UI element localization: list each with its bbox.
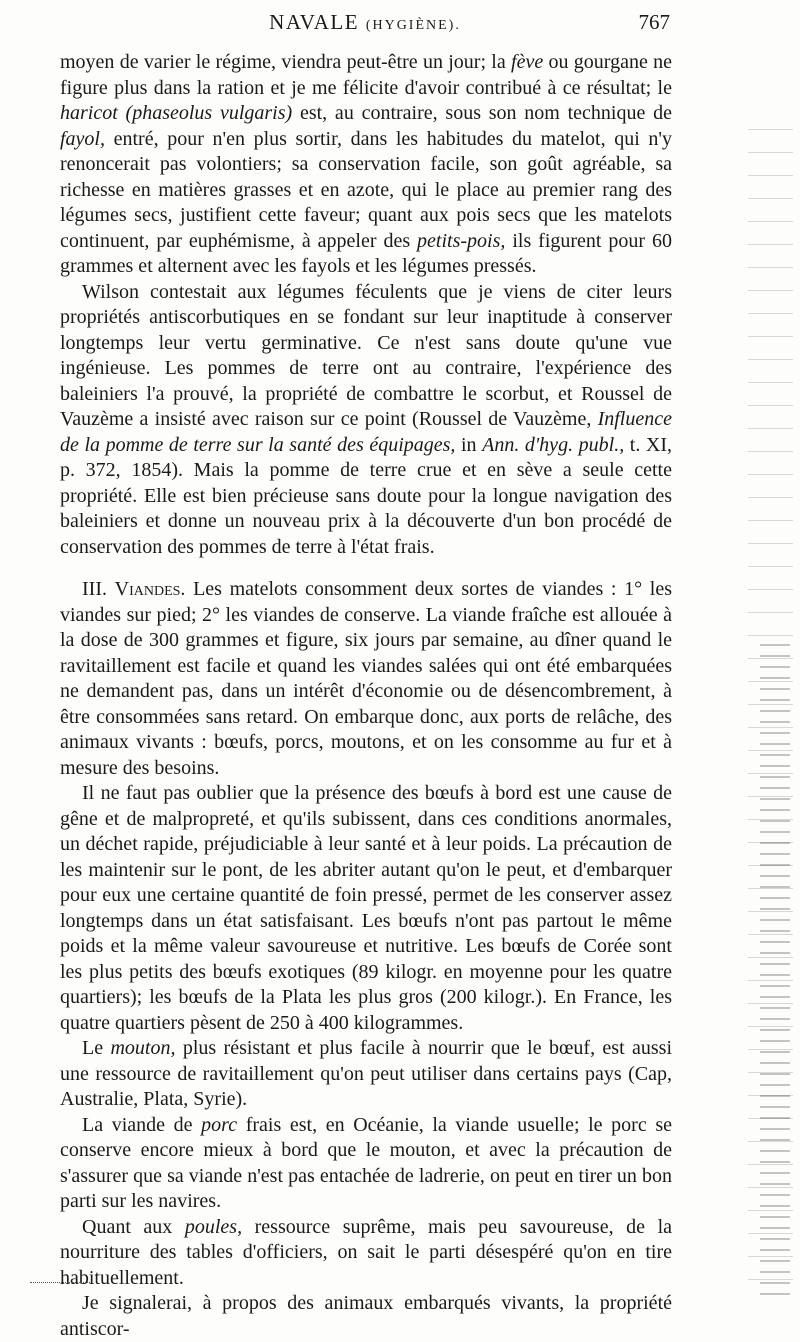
running-title-main: NAVALE	[269, 10, 360, 34]
running-title-sub: (HYGIÈNE).	[365, 18, 461, 33]
italic-run: fayol,	[60, 127, 105, 150]
text-run: t. XI, p. 372, 1854). Mais la pomme de terre crue et en sève a seule cette propriété. Elle est bien précieuse sans doute pour la longue navigation des baleiniers et donne un nouveau prix à la découverte d'un bon procédé de conservation des pommes de terre à l'état frais.	[60, 433, 672, 558]
paragraph-3-section-viandes	[60, 577, 672, 781]
italic-run: fève	[511, 51, 544, 73]
italic-run: haricot (phaseolus vulgaris)	[60, 102, 293, 124]
paragraph-6	[60, 1113, 672, 1215]
section-gap	[60, 560, 672, 577]
paragraph-4: Il ne faut pas oublier que la présence des bœufs à bord est une cause de gêne et de malpropreté, et qu'ils subissent, dans ces conditions anormales, un déchet rapide, préjudiciable à leur santé et à leur poids. La précaution de les maintenir sur le pont, de les abriter autant qu'on le peut, et d'embarquer pour eux une certaine quantité de foin pressé, permet de les conserver assez longtemps dans un état satisfaisant. Les bœufs n'ont pas partout le même poids et la même valeur savoureuse et nutritive. Les bœufs de Corée sont les plus petits des bœufs exotiques (89 kilogr. en moyenne pour les quatre quartiers); les bœufs de la Plata les plus gros (200 kilogr.). En France, les quatre quartiers pèsent de 250 à 400 kilogrammes.	[60, 782, 672, 1034]
running-title	[60, 10, 670, 35]
italic-run: mouton,	[110, 1037, 176, 1059]
body-text	[60, 50, 672, 1342]
italic-run: poules,	[184, 1215, 243, 1238]
italic-run: Ann. d'hyg. publ.,	[482, 433, 625, 456]
text-run: La viande de	[82, 1113, 202, 1136]
text-run: Le	[82, 1037, 111, 1059]
section-number: III.	[82, 578, 115, 600]
text-run: Quant aux	[82, 1215, 185, 1238]
paragraph-5	[60, 1036, 672, 1113]
text-run: ils figurent pour 60 grammes et alternent avec les fayols et les légumes pressés.	[60, 229, 672, 277]
text-run: Les matelots consomment deux sortes de viandes : 1° les viandes sur pied; 2° les viandes de conserve. La viande fraîche est allouée à la dose de 300 grammes et figure, six jours par semaine, au dîner quand le ravitaillement est facile et quand les viandes salées qui ont été embarquées ne demandent pas, dans un intérêt d'économie ou de désencombrement, à être consommées sans retard. On embarque donc, aux ports de relâche, des animaux vivants : bœufs, porcs, moutons, et on les consomme au fur et à mesure des besoins.	[60, 578, 672, 779]
page-number: 767	[638, 10, 670, 34]
running-header	[60, 10, 670, 38]
scan-bottom-dots	[30, 1282, 90, 1283]
section-heading: Viandes.	[114, 578, 186, 600]
text-run: entré, pour n'en plus sortir, dans les habitudes du matelot, qui n'y renoncerait pas volontiers; sa conservation facile, son goût agréable, sa richesse en matières grasses et en azote, qui le place au premier rang des légumes secs, justifient cette faveur; quant aux pois secs que les matelots continuent, par euphémisme, à appeler des	[60, 127, 672, 252]
text-run: moyen de varier le régime, viendra peut-être un jour; la	[60, 51, 512, 73]
text-run: frais est, en Océanie, la viande usuelle; le porc se conserve encore mieux à bord que le mouton, et avec la précaution de s'assurer que sa viande n'est pas entachée de ladrerie, on peut en tirer un bon parti sur les navires.	[60, 1113, 673, 1212]
text-run: in	[455, 433, 483, 456]
paragraph-8: Je signalerai, à propos des animaux embarqués vivants, la propriété antiscor-	[60, 1292, 672, 1340]
italic-run: petits-pois,	[417, 229, 506, 252]
text-run: Wilson contestait aux légumes féculents que je viens de citer leurs propriétés antiscorbutiques en se fondant sur leur inaptitude à conserver longtemps leur vertu germinative. Ce n'est sans doute qu'une vue ingénieuse. Les pommes de terre ont au contraire, l'expérience des baleiniers l'a prouvé, la propriété de combattre le scorbut, et Roussel de Vauzème a insisté avec raison sur ce point (Roussel de Vauzème,	[60, 280, 672, 430]
text-run: ressource suprême, mais peu savoureuse, de la nourriture des tables d'officiers, on sait le parti désespéré qu'on en tire habituellement.	[60, 1215, 672, 1289]
text-run: ou gourgane ne figure plus dans la ration et je me félicite d'avoir contribué à ce résultat; le	[60, 51, 672, 99]
text-run: plus résistant et plus facile à nourrir que le bœuf, est aussi une ressource de ravitaillement qu'on peut utiliser dans certains pays (Cap, Australie, Plata, Syrie).	[60, 1037, 673, 1110]
paragraph-2	[60, 280, 672, 561]
scan-margin-artifact	[760, 640, 790, 1300]
paragraph-7	[60, 1215, 672, 1292]
italic-run: Influence de la pomme de terre sur la santé des équipages,	[60, 408, 672, 456]
paragraph-1	[60, 50, 672, 280]
italic-run: porc	[201, 1113, 238, 1136]
text-run: est, au contraire, sous son nom technique de	[292, 102, 672, 124]
